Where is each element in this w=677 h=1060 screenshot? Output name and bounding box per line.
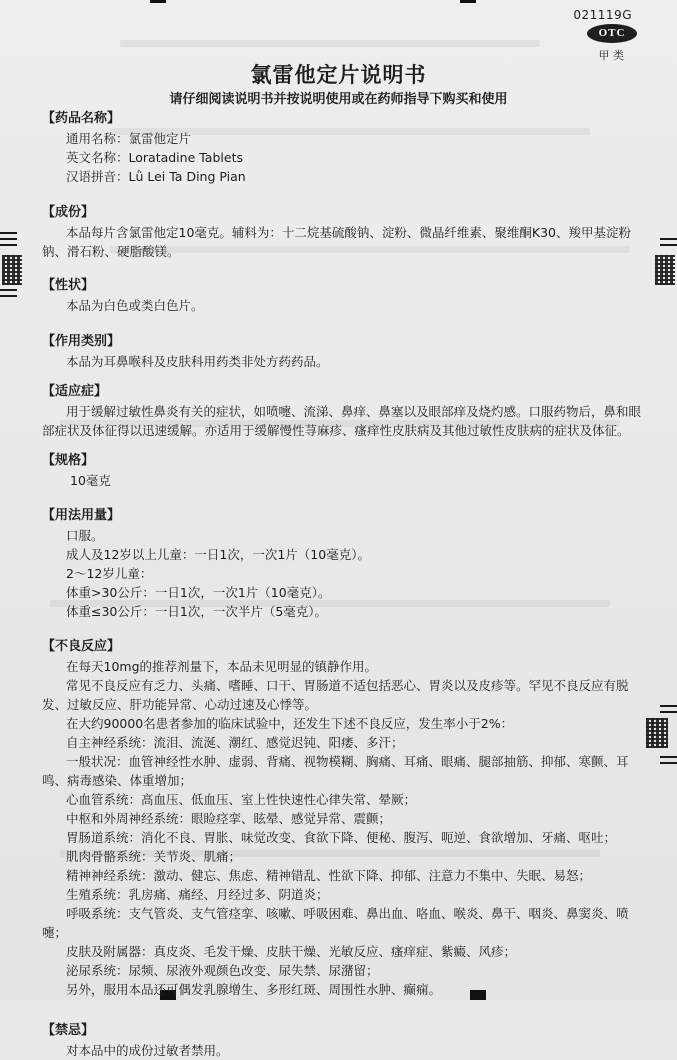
adverse-text: 胃肠道系统：消化不良、胃胀、味觉改变、食欲下降、便秘、腹泻、呃逆、食欲增加、牙痛、呕吐； (66, 830, 617, 845)
section-heading-indications: 【适应症】 (42, 384, 108, 399)
adverse-text: 泌尿系统：尿频、尿液外观颜色改变、尿失禁、尿潴留； (66, 963, 379, 978)
print-mark (660, 762, 677, 764)
print-mark (0, 232, 17, 234)
cut-mark (460, 0, 476, 3)
right-2d-code (646, 718, 668, 748)
cut-mark (150, 0, 166, 3)
adverse-text: 一般状况：血管神经性水肿、虚弱、背痛、视物模糊、胸痛、耳痛、眼痛、腿部抽筋、抑郁、寒颤、耳鸣、病毒感染、体重增加； (42, 754, 629, 788)
dosage-line: 体重>30公斤：一日1次，一次1片（10毫克）。 (66, 585, 331, 600)
adverse-text: 肌肉骨骼系统：关节炎、肌痛； (66, 849, 242, 864)
dosage-line: 口服。 (66, 528, 104, 543)
otc-class-label: 甲 类 (598, 49, 624, 62)
dosage-line: 体重≤30公斤：一日1次，一次半片（5毫克）。 (66, 604, 328, 619)
print-mark (0, 295, 17, 297)
print-mark (0, 289, 17, 291)
indications-text: 用于缓解过敏性鼻炎有关的症状，如喷嚏、流涕、鼻痒、鼻塞以及眼部痒及烧灼感。口服药物后，鼻和眼部症状及体征得以迅速缓解。亦适用于缓解慢性荨麻疹、瘙痒性皮肤病及其他过敏性皮肤病的症状及体征。 (42, 404, 642, 438)
spec-text: 10毫克 (70, 473, 111, 488)
print-mark (0, 244, 17, 246)
left-2d-code (2, 255, 22, 285)
adverse-text: 呼吸系统：支气管炎、支气管痉挛、咳嗽、呼吸困难、鼻出血、咯血、喉炎、鼻干、咽炎、鼻窦炎、喷嚏； (42, 906, 629, 940)
dosage-line: 2～12岁儿童： (66, 566, 153, 581)
adverse-text: 皮肤及附属器：真皮炎、毛发干燥、皮肤干燥、光敏反应、瘙痒症、紫癜、风疹； (66, 944, 517, 959)
section-heading-composition: 【成份】 (42, 205, 95, 220)
print-mark (660, 244, 677, 246)
leaflet-body (42, 107, 642, 1060)
page-subtitle: 请仔细阅读说明书并按说明使用或在药师指导下购买和使用 (169, 92, 508, 107)
bleed-through (120, 40, 540, 47)
category-text: 本品为耳鼻喉科及皮肤科用药类非处方药药品。 (66, 354, 329, 369)
pinyin-name: 汉语拼音：Lǜ Lei Ta Ding Pian (66, 169, 246, 184)
adverse-text: 另外，服用本品还可偶发乳腺增生、多形红斑、周围性水肿、癫痫。 (66, 982, 442, 997)
english-name: 英文名称：Loratadine Tablets (66, 150, 243, 165)
adverse-text: 在大约90000名患者参加的临床试验中，还发生下述不良反应，发生率小于2%： (66, 716, 514, 731)
section-heading-spec: 【规格】 (42, 453, 95, 468)
adverse-text: 生殖系统：乳房痛、痛经、月经过多、阴道炎； (66, 887, 329, 902)
section-heading-contraindications: 【禁忌】 (42, 1023, 95, 1038)
otc-badge: OTC (587, 24, 637, 43)
section-heading-category: 【作用类别】 (42, 334, 121, 349)
page-title: 氯雷他定片说明书 (250, 63, 427, 87)
contraindications-text: 对本品中的成份过敏者禁用。 (66, 1043, 229, 1058)
print-mark (660, 238, 677, 240)
print-mark (660, 705, 677, 707)
adverse-text: 心血管系统：高血压、低血压、室上性快速性心律失常、晕厥； (66, 792, 417, 807)
adverse-text: 自主神经系统：流泪、流涎、潮红、感觉迟钝、阳痿、多汗； (66, 735, 404, 750)
adverse-text: 中枢和外周神经系统：眼睑痉挛、眩晕、感觉异常、震颤； (66, 811, 392, 826)
product-code: 021119G (573, 8, 632, 22)
section-heading-name: 【药品名称】 (42, 111, 121, 126)
print-mark (0, 238, 17, 240)
print-mark (660, 711, 677, 713)
print-mark (660, 756, 677, 758)
right-2d-code (655, 255, 675, 285)
adverse-text: 在每天10mg的推荐剂量下，本品未见明显的镇静作用。 (66, 659, 378, 674)
section-heading-adverse: 【不良反应】 (42, 639, 121, 654)
adverse-text: 精神神经系统：激动、健忘、焦虑、精神错乱、性欲下降、抑郁、注意力不集中、失眠、易怒； (66, 868, 592, 883)
composition-text: 本品每片含氯雷他定10毫克。辅料为：十二烷基硫酸钠、淀粉、微晶纤维素、聚维酮K30、羧甲基淀粉钠、滑石粉、硬脂酸镁。 (42, 225, 632, 259)
adverse-text: 常见不良反应有乏力、头痛、嗜睡、口干、胃肠道不适包括恶心、胃炎以及皮疹等。罕见不良反应有脱发、过敏反应、肝功能异常、心动过速及心悸等。 (42, 678, 629, 712)
section-heading-character: 【性状】 (42, 278, 95, 293)
dosage-line: 成人及12岁以上儿童：一日1次，一次1片（10毫克）。 (66, 547, 370, 562)
character-text: 本品为白色或类白色片。 (66, 298, 204, 313)
generic-name: 通用名称：氯雷他定片 (66, 131, 192, 146)
section-heading-dosage: 【用法用量】 (42, 508, 121, 523)
